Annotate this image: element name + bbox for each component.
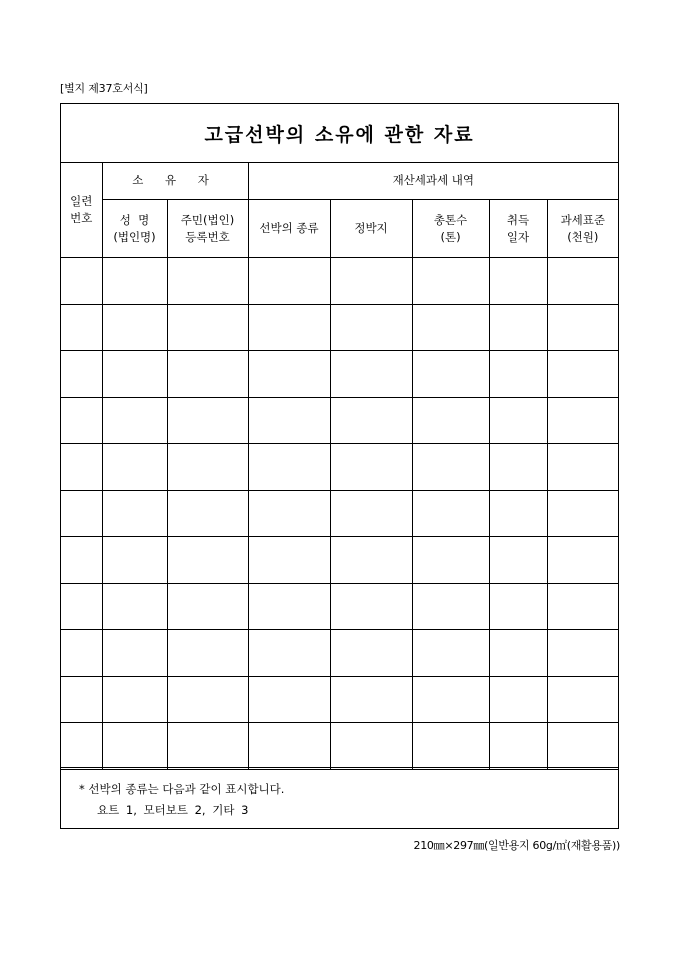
table-cell[interactable]: [412, 676, 489, 723]
table-cell[interactable]: [330, 397, 412, 444]
table-row: [61, 258, 618, 305]
form-number-label: [별지 제37호서식]: [60, 82, 148, 95]
table-cell[interactable]: [489, 583, 547, 630]
table-cell[interactable]: [61, 583, 102, 630]
table-cell[interactable]: [489, 444, 547, 491]
form-title-row: [61, 104, 618, 163]
table-cell[interactable]: [330, 676, 412, 723]
table-cell[interactable]: [330, 351, 412, 398]
table-cell[interactable]: [167, 397, 248, 444]
header-berth: 정박지: [330, 200, 412, 258]
table-cell[interactable]: [167, 258, 248, 305]
table-cell[interactable]: [61, 537, 102, 584]
table-row: [61, 397, 618, 444]
header-tax-group: 재산세과세 내역: [248, 162, 618, 200]
table-cell[interactable]: [547, 583, 618, 630]
table-cell[interactable]: [330, 723, 412, 770]
table-cell[interactable]: [167, 723, 248, 770]
table-cell[interactable]: [61, 351, 102, 398]
header-acquisition-date: 취득 일자: [489, 200, 547, 258]
table-cell[interactable]: [102, 258, 167, 305]
header-tonnage: 총톤수 (톤): [412, 200, 489, 258]
table-cell[interactable]: [547, 630, 618, 677]
table-row: [61, 630, 618, 677]
table-row: [61, 537, 618, 584]
table-cell[interactable]: [489, 304, 547, 351]
table-cell[interactable]: [489, 723, 547, 770]
table-cell[interactable]: [61, 258, 102, 305]
table-cell[interactable]: [102, 583, 167, 630]
form-title: 고급선박의 소유에 관한 자료: [204, 123, 475, 146]
table-cell[interactable]: [489, 351, 547, 398]
table-cell[interactable]: [412, 304, 489, 351]
table-row: [61, 723, 618, 770]
table-cell[interactable]: [547, 351, 618, 398]
header-tax-base: 과세표준 (천원): [547, 200, 618, 258]
table-cell[interactable]: [412, 397, 489, 444]
table-cell[interactable]: [248, 258, 330, 305]
table-cell[interactable]: [489, 630, 547, 677]
table-cell[interactable]: [167, 490, 248, 537]
table-cell[interactable]: [489, 490, 547, 537]
table-cell[interactable]: [489, 676, 547, 723]
table-cell[interactable]: [167, 537, 248, 584]
table-cell[interactable]: [248, 304, 330, 351]
table-row: [61, 444, 618, 491]
table-cell[interactable]: [248, 444, 330, 491]
ship-ownership-form: [60, 103, 619, 829]
table-cell[interactable]: [412, 583, 489, 630]
table-cell[interactable]: [412, 490, 489, 537]
ownership-table: [61, 162, 618, 770]
table-cell[interactable]: [248, 537, 330, 584]
table-cell[interactable]: [489, 397, 547, 444]
table-cell[interactable]: [61, 630, 102, 677]
table-row: [61, 351, 618, 398]
table-cell[interactable]: [61, 676, 102, 723]
table-cell[interactable]: [248, 630, 330, 677]
table-cell[interactable]: [547, 723, 618, 770]
table-cell[interactable]: [330, 537, 412, 584]
header-row-group: [61, 162, 618, 200]
table-cell[interactable]: [547, 537, 618, 584]
table-cell[interactable]: [412, 444, 489, 491]
table-cell[interactable]: [547, 444, 618, 491]
table-cell[interactable]: [547, 258, 618, 305]
table-cell[interactable]: [61, 490, 102, 537]
table-cell[interactable]: [102, 676, 167, 723]
header-name: 성 명 (법인명): [102, 200, 167, 258]
table-cell[interactable]: [61, 304, 102, 351]
table-cell[interactable]: [330, 490, 412, 537]
table-cell[interactable]: [412, 630, 489, 677]
table-cell[interactable]: [330, 304, 412, 351]
table-cell[interactable]: [330, 630, 412, 677]
table-cell[interactable]: [102, 723, 167, 770]
table-cell[interactable]: [102, 537, 167, 584]
table-cell[interactable]: [547, 397, 618, 444]
table-cell[interactable]: [330, 444, 412, 491]
table-cell[interactable]: [167, 630, 248, 677]
form-note: [61, 767, 618, 829]
note-line-1: * 선박의 종류는 다음과 같이 표시합니다.: [79, 782, 285, 796]
table-cell[interactable]: [248, 397, 330, 444]
table-row: [61, 304, 618, 351]
table-body: [61, 258, 618, 770]
table-row: [61, 676, 618, 723]
paper-spec: 210㎜×297㎜(일반용지 60g/㎡(재활용품)): [413, 839, 620, 852]
table-cell[interactable]: [61, 723, 102, 770]
table-cell[interactable]: [547, 676, 618, 723]
table-row: [61, 583, 618, 630]
table-cell[interactable]: [412, 351, 489, 398]
table-cell[interactable]: [167, 676, 248, 723]
table-cell[interactable]: [102, 397, 167, 444]
table-cell[interactable]: [330, 583, 412, 630]
table-cell[interactable]: [412, 723, 489, 770]
table-cell[interactable]: [248, 676, 330, 723]
table-cell[interactable]: [61, 397, 102, 444]
header-ship-type: 선박의 종류: [248, 200, 330, 258]
table-cell[interactable]: [412, 537, 489, 584]
table-cell[interactable]: [102, 304, 167, 351]
table-cell[interactable]: [167, 304, 248, 351]
table-cell[interactable]: [102, 630, 167, 677]
table-cell[interactable]: [489, 258, 547, 305]
header-registration-number: 주민(법인) 등록번호: [167, 200, 248, 258]
table-cell[interactable]: [489, 537, 547, 584]
table-cell[interactable]: [248, 490, 330, 537]
table-cell[interactable]: [330, 258, 412, 305]
table-cell[interactable]: [412, 258, 489, 305]
header-owner-group: 소 유 자: [102, 162, 248, 200]
header-serial-number: 일련 번호: [61, 162, 102, 258]
table-cell[interactable]: [102, 490, 167, 537]
table-cell[interactable]: [167, 351, 248, 398]
table-cell[interactable]: [248, 351, 330, 398]
table-cell[interactable]: [102, 351, 167, 398]
table-cell[interactable]: [61, 444, 102, 491]
table-cell[interactable]: [102, 444, 167, 491]
table-row: [61, 490, 618, 537]
table-cell[interactable]: [248, 723, 330, 770]
header-row-columns: [61, 200, 618, 258]
note-line-2: 요트 1, 모터보트 2, 기타 3: [97, 803, 249, 817]
table-cell[interactable]: [547, 304, 618, 351]
table-cell[interactable]: [167, 583, 248, 630]
table-cell[interactable]: [167, 444, 248, 491]
table-cell[interactable]: [248, 583, 330, 630]
table-cell[interactable]: [547, 490, 618, 537]
